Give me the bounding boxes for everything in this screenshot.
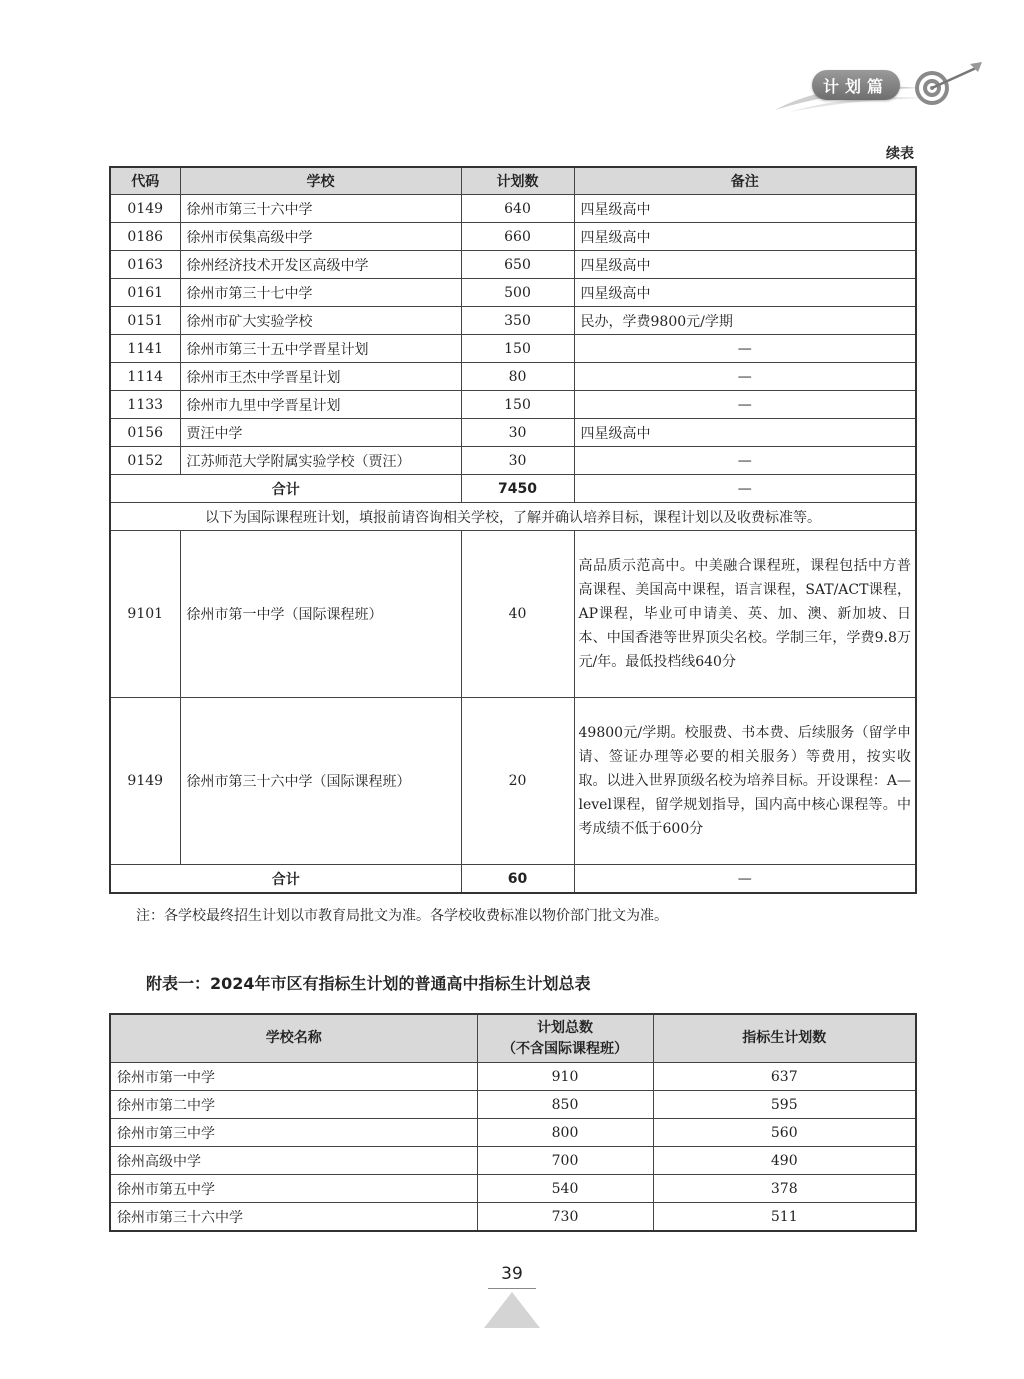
- remark-cell: —: [574, 391, 916, 419]
- table-row: [110, 1175, 916, 1203]
- school-cell: 江苏师范大学附属实验学校（贾汪）: [180, 447, 461, 475]
- school-cell: 徐州市矿大实验学校: [180, 307, 461, 335]
- school-cell: 徐州市第一中学（国际课程班）: [180, 531, 461, 698]
- table-row: [110, 223, 916, 251]
- remark-cell: 民办，学费9800元/学期: [574, 307, 916, 335]
- total-row: [110, 865, 916, 894]
- continued-label: 续表: [886, 146, 914, 162]
- school-cell: 徐州市第三十七中学: [180, 279, 461, 307]
- table-row: [110, 1147, 916, 1175]
- table-row: [110, 279, 916, 307]
- plan-cell: 350: [461, 307, 574, 335]
- code-cell: 1133: [110, 391, 180, 419]
- quota-cell: 490: [653, 1147, 916, 1175]
- code-cell: 0161: [110, 279, 180, 307]
- header-school: 学校: [180, 167, 461, 195]
- intl-note: 以下为国际课程班计划，填报前请咨询相关学校，了解并确认培养目标，课程计划以及收费标准等。: [110, 503, 916, 531]
- plan-cell: 20: [461, 698, 574, 865]
- header-plan-total: [477, 1014, 653, 1063]
- intl-note-row: [110, 503, 916, 531]
- plan-cell: 640: [461, 195, 574, 223]
- remark-cell: 四星级高中: [574, 251, 916, 279]
- total-label: 合计: [110, 865, 461, 894]
- footnote: 注：各学校最终招生计划以市教育局批文为准。各学校收费标准以物价部门批文为准。: [136, 908, 668, 924]
- table-row: [110, 1091, 916, 1119]
- plan-cell: 40: [461, 531, 574, 698]
- plan-cell: 150: [461, 391, 574, 419]
- school-cell: 徐州市第三十五中学晋星计划: [180, 335, 461, 363]
- total-cell: 540: [477, 1175, 653, 1203]
- quota-cell: 560: [653, 1119, 916, 1147]
- page-number: 39: [501, 1264, 523, 1284]
- school-cell: 徐州市侯集高级中学: [180, 223, 461, 251]
- remark-cell: 四星级高中: [574, 279, 916, 307]
- total-value: 60: [461, 865, 574, 894]
- table-row: [110, 251, 916, 279]
- remark-cell: 四星级高中: [574, 195, 916, 223]
- total-cell: 850: [477, 1091, 653, 1119]
- code-cell: 1141: [110, 335, 180, 363]
- school-cell: 徐州市第三中学: [110, 1119, 477, 1147]
- table-row: [110, 1119, 916, 1147]
- appendix-table: [109, 1013, 917, 1232]
- enrollment-plan-table: [109, 166, 917, 894]
- header-code: 代码: [110, 167, 180, 195]
- school-cell: 徐州市王杰中学晋星计划: [180, 363, 461, 391]
- remark-cell: 高品质示范高中。中美融合课程班，课程包括中方普高课程、美国高中课程，语言课程，SAT/ACT课程，AP课程，毕业可申请美、英、加、澳、新加坡、日本、中国香港等世界顶尖名校。学制三年，学费9.8万元/年。最低投档线640分: [574, 531, 916, 698]
- school-cell: 徐州市第三十六中学（国际课程班）: [180, 698, 461, 865]
- page-number-rule: [488, 1288, 536, 1289]
- plan-cell: 30: [461, 419, 574, 447]
- plan-cell: 150: [461, 335, 574, 363]
- table-row: [110, 1203, 916, 1232]
- header-remark: 备注: [574, 167, 916, 195]
- total-label: 合计: [110, 475, 461, 503]
- header-quota: 指标生计划数: [653, 1014, 916, 1063]
- school-cell: 徐州市第五中学: [110, 1175, 477, 1203]
- table-row: [110, 698, 916, 865]
- plan-cell: 650: [461, 251, 574, 279]
- header-plan: 计划数: [461, 167, 574, 195]
- school-cell: 徐州市第二中学: [110, 1091, 477, 1119]
- quota-cell: 637: [653, 1063, 916, 1091]
- table-row: [110, 447, 916, 475]
- section-badge: 计划篇: [812, 70, 900, 100]
- page-triangle-icon: [482, 1290, 542, 1330]
- total-value: 7450: [461, 475, 574, 503]
- code-cell: 1114: [110, 363, 180, 391]
- code-cell: 0152: [110, 447, 180, 475]
- table-row: [110, 391, 916, 419]
- code-cell: 9101: [110, 531, 180, 698]
- school-cell: 徐州市九里中学晋星计划: [180, 391, 461, 419]
- remark-cell: 四星级高中: [574, 419, 916, 447]
- remark-cell: —: [574, 335, 916, 363]
- table-row: [110, 531, 916, 698]
- plan-cell: 30: [461, 447, 574, 475]
- code-cell: 0186: [110, 223, 180, 251]
- school-cell: 徐州高级中学: [110, 1147, 477, 1175]
- school-cell: 徐州市第三十六中学: [110, 1203, 477, 1232]
- remark-cell: —: [574, 447, 916, 475]
- table-row: [110, 335, 916, 363]
- quota-cell: 378: [653, 1175, 916, 1203]
- school-cell: 贾汪中学: [180, 419, 461, 447]
- target-dart-icon: [912, 58, 984, 112]
- table-row: [110, 419, 916, 447]
- code-cell: 0156: [110, 419, 180, 447]
- total-remark: —: [574, 865, 916, 894]
- total-remark: —: [574, 475, 916, 503]
- total-cell: 800: [477, 1119, 653, 1147]
- table-row: [110, 1063, 916, 1091]
- plan-cell: 500: [461, 279, 574, 307]
- total-cell: 910: [477, 1063, 653, 1091]
- remark-cell: 49800元/学期。校服费、书本费、后续服务（留学申请、签证办理等必要的相关服务）等费用，按实收取。以进入世界顶级名校为培养目标。开设课程：A—level课程，留学规划指导，国内高中核心课程等。中考成绩不低于600分: [574, 698, 916, 865]
- header-plan-total-line1: 计划总数: [537, 1019, 593, 1036]
- remark-cell: —: [574, 363, 916, 391]
- code-cell: 9149: [110, 698, 180, 865]
- code-cell: 0163: [110, 251, 180, 279]
- quota-cell: 511: [653, 1203, 916, 1232]
- code-cell: 0151: [110, 307, 180, 335]
- plan-cell: 80: [461, 363, 574, 391]
- appendix-title: 附表一：2024年市区有指标生计划的普通高中指标生计划总表: [146, 974, 591, 993]
- school-cell: 徐州市第一中学: [110, 1063, 477, 1091]
- table-row: [110, 307, 916, 335]
- total-cell: 700: [477, 1147, 653, 1175]
- header-school-name: 学校名称: [110, 1014, 477, 1063]
- total-cell: 730: [477, 1203, 653, 1232]
- total-row: [110, 475, 916, 503]
- remark-cell: 四星级高中: [574, 223, 916, 251]
- code-cell: 0149: [110, 195, 180, 223]
- quota-cell: 595: [653, 1091, 916, 1119]
- table-row: [110, 363, 916, 391]
- school-cell: 徐州市第三十六中学: [180, 195, 461, 223]
- table-row: [110, 195, 916, 223]
- plan-cell: 660: [461, 223, 574, 251]
- header-plan-total-line2: （不含国际课程班）: [502, 1040, 628, 1057]
- school-cell: 徐州经济技术开发区高级中学: [180, 251, 461, 279]
